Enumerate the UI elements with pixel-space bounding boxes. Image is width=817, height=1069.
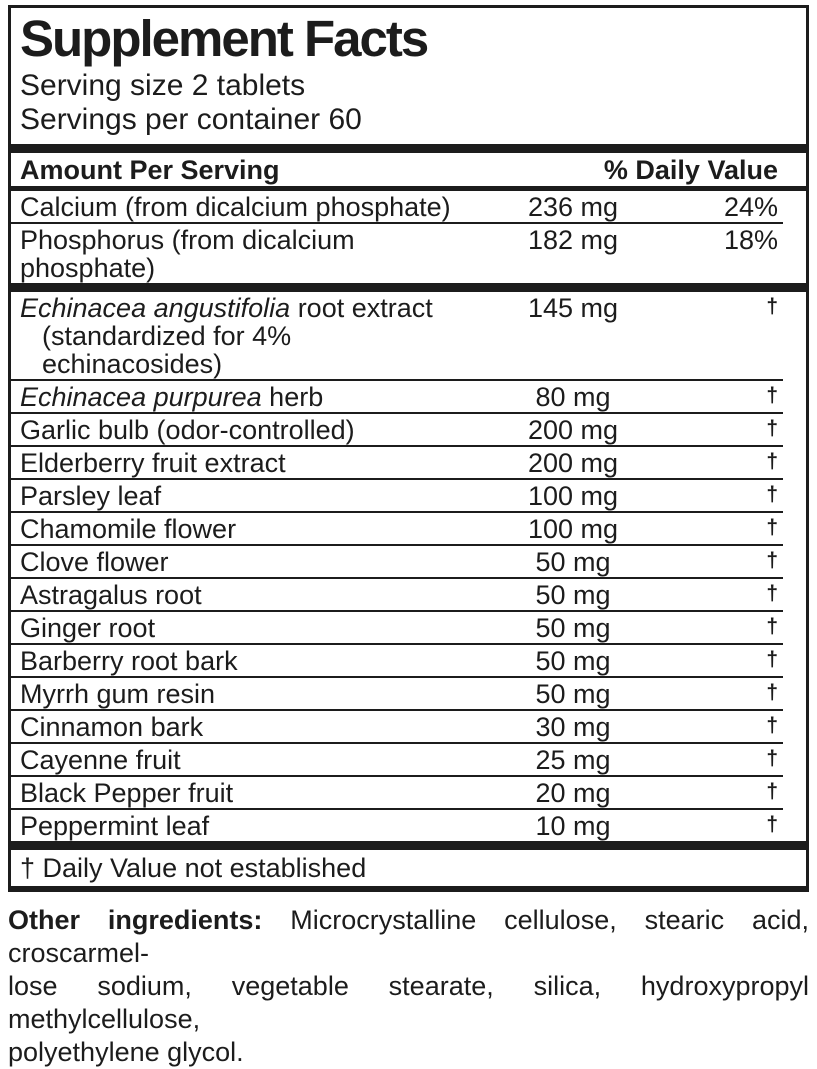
other-ingredients-line: lose sodium, vegetable stearate, silica, hydroxypropyl methylcellulose, <box>8 971 809 1035</box>
ingredient-name-main <box>20 294 468 322</box>
ingredient-row <box>11 292 806 379</box>
other-ingredients-section <box>8 904 809 1069</box>
ingredient-name: Myrrh gum resin <box>20 679 216 710</box>
ingredient-latin-name: Echinacea purpurea <box>20 382 262 413</box>
ingredient-row <box>11 480 806 511</box>
ingredient-amount: 50 mg <box>535 580 611 611</box>
ingredient-daily-value: 24% <box>723 192 778 223</box>
ingredient-name: Clove flower <box>20 547 169 578</box>
ingredient-name: Garlic bulb (odor-controlled) <box>20 415 355 446</box>
ingredient-daily-value: † <box>766 295 778 319</box>
ingredient-row <box>11 777 806 808</box>
ingredient-amount: 30 mg <box>535 712 611 743</box>
ingredient-name: Black Pepper fruit <box>20 778 234 809</box>
ingredient-amount: 50 mg <box>535 646 611 677</box>
ingredient-daily-value: 18% <box>723 225 778 256</box>
ingredient-name: Phosphorus (from dicalcium phosphate) <box>20 225 355 284</box>
ingredient-daily-value: † <box>766 681 778 705</box>
ingredient-name <box>11 294 468 378</box>
other-ingredients-line: polyethylene glycol. <box>8 1037 244 1068</box>
ingredient-name: Ginger root <box>20 613 156 644</box>
ingredient-amount: 200 mg <box>527 415 619 446</box>
ingredient-daily-value: † <box>766 549 778 573</box>
ingredient-latin-name: Echinacea angustifolia <box>20 293 291 324</box>
ingredient-name: Parsley leaf <box>20 481 162 512</box>
ingredient-row <box>11 414 806 445</box>
ingredient-name: Astragalus root <box>20 580 202 611</box>
other-ingredients-label: Other ingredients: <box>8 905 263 936</box>
ingredient-amount: 80 mg <box>535 382 611 413</box>
amount-per-serving-header: Amount Per Serving <box>20 155 280 186</box>
ingredient-row <box>11 513 806 544</box>
ingredient-amount: 10 mg <box>535 811 611 842</box>
ingredient-name: Peppermint leaf <box>20 811 210 842</box>
ingredient-name <box>11 383 468 411</box>
other-ingredients-line <box>8 904 809 970</box>
ingredient-row <box>11 711 806 742</box>
section-divider-thick <box>11 144 806 153</box>
ingredient-daily-value: † <box>766 516 778 540</box>
ingredient-daily-value: † <box>766 384 778 408</box>
section-divider-thick <box>11 841 806 850</box>
ingredient-row <box>11 810 806 841</box>
ingredient-row <box>11 447 806 478</box>
ingredient-row <box>11 381 806 412</box>
ingredient-amount: 100 mg <box>527 514 619 545</box>
ingredient-amount: 25 mg <box>535 745 611 776</box>
ingredient-amount: 20 mg <box>535 778 611 809</box>
ingredient-name: Barberry root bark <box>20 646 238 677</box>
table-header-row <box>11 153 806 186</box>
ingredient-name: Cinnamon bark <box>20 712 204 743</box>
ingredient-daily-value: † <box>766 780 778 804</box>
ingredient-amount: 100 mg <box>527 481 619 512</box>
ingredient-daily-value: † <box>766 483 778 507</box>
ingredient-name: Chamomile flower <box>20 514 237 545</box>
ingredient-standardization: (standardized for 4% echinacosides) <box>42 321 292 380</box>
ingredient-row <box>11 191 806 222</box>
ingredient-row <box>11 744 806 775</box>
ingredient-daily-value: † <box>766 417 778 441</box>
ingredient-amount: 236 mg <box>527 192 619 223</box>
other-ingredients-text: Microcrystalline cellulose, stearic acid, croscarmel- <box>8 905 809 969</box>
ingredient-name-text: root extract <box>290 293 433 324</box>
section-divider-thick <box>11 283 806 292</box>
supplement-facts-panel <box>8 5 809 892</box>
ingredient-row <box>11 678 806 709</box>
ingredient-row <box>11 645 806 676</box>
ingredient-name: Calcium (from dicalcium phosphate) <box>20 192 451 223</box>
ingredient-amount: 200 mg <box>527 448 619 479</box>
ingredient-row <box>11 612 806 643</box>
ingredient-amount: 50 mg <box>535 679 611 710</box>
ingredient-amount: 145 mg <box>527 293 619 324</box>
ingredient-amount: 50 mg <box>535 613 611 644</box>
serving-size-line: Serving size 2 tablets <box>20 69 306 103</box>
ingredient-row <box>11 546 806 577</box>
ingredient-daily-value: † <box>766 648 778 672</box>
ingredient-amount: 182 mg <box>527 225 619 256</box>
ingredient-daily-value: † <box>766 813 778 837</box>
ingredient-daily-value: † <box>766 615 778 639</box>
ingredient-amount: 50 mg <box>535 547 611 578</box>
servings-per-container-line: Servings per container 60 <box>20 103 362 137</box>
ingredient-daily-value: † <box>766 747 778 771</box>
supplement-facts-title: Supplement Facts <box>20 10 428 67</box>
ingredient-daily-value: † <box>766 714 778 738</box>
ingredient-daily-value: † <box>766 582 778 606</box>
ingredient-row <box>11 224 806 283</box>
daily-value-footnote: † Daily Value not established <box>20 853 367 884</box>
percent-daily-value-header: % Daily Value <box>603 155 778 186</box>
ingredient-name: Cayenne fruit <box>20 745 181 776</box>
ingredient-row <box>11 579 806 610</box>
ingredient-name: Elderberry fruit extract <box>20 448 286 479</box>
ingredient-name-text: herb <box>261 382 324 413</box>
ingredient-daily-value: † <box>766 450 778 474</box>
supplement-label-page <box>0 5 817 1068</box>
